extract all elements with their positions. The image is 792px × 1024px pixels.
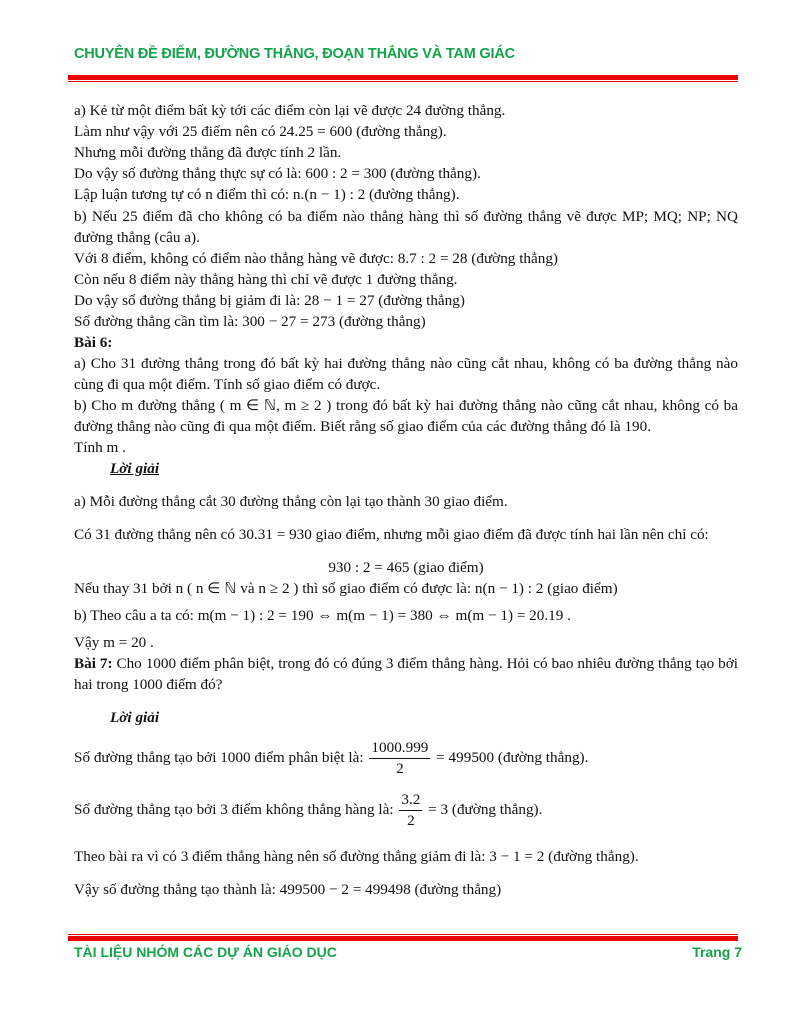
text-line: Do vậy số đường thẳng thực sự có là: 600 : 2 = 300 (đường thẳng).: [74, 165, 481, 182]
problem-text: Cho 1000 điểm phân biệt, trong đó có đúng 3 điểm thẳng hàng. Hỏi có bao nhiêu đường thẳng tạo bởi hai trong 1000 điểm đó?: [74, 655, 738, 693]
header-title: CHUYÊN ĐỀ ĐIỂM, ĐƯỜNG THẲNG, ĐOẠN THẲNG VÀ TAM GIÁC: [74, 46, 515, 62]
page-number: Trang 7: [692, 944, 742, 960]
footer-rule: [68, 934, 738, 941]
text-line: Do vậy số đường thẳng bị giảm đi là: 28 − 1 = 27 (đường thẳng): [74, 292, 465, 309]
fraction: $\frac{3.2}{2}$: [401, 791, 421, 830]
exercise-7: [74, 653, 738, 900]
exercise-title: Bài 7:: [74, 655, 113, 672]
text-line: Nếu thay 31 bởi n ( n ∈ ℕ và n ≥ 2 ) thì số giao điểm có được là: n(n − 1) : 2 (giao điểm): [74, 580, 618, 597]
solution-heading: [74, 458, 738, 479]
problem-part-b: b) Cho m đường thẳng ( m ∈ ℕ, m ≥ 2 ) trong đó bất kỳ hai đường thẳng nào cũng cắt nhau, không có ba đường thẳng nào cũng đi qua một điểm. Biết rằng số giao điểm của các đường thẳng đó là 190.: [74, 397, 738, 435]
equation-line: [74, 734, 738, 782]
document-body: [74, 100, 738, 900]
text-line: Theo bài ra vì có 3 điểm thẳng hàng nên số đường thẳng giảm đi là: 3 − 1 = 2 (đường thẳng).: [74, 848, 639, 865]
footer-title: TÀI LIỆU NHÓM CÁC DỰ ÁN GIÁO DỤC: [74, 944, 337, 960]
text-line: Có 31 đường thẳng nên có 30.31 = 930 giao điểm, nhưng mỗi giao điểm đã được tính hai lần nên chỉ có:: [74, 526, 709, 543]
text-prefix: Số đường thẳng tạo bởi 1000 điểm phân biệt là:: [74, 749, 364, 766]
text-line: Còn nếu 8 điểm này thẳng hàng thì chỉ vẽ được 1 đường thẳng.: [74, 271, 458, 288]
text-line: Lập luận tương tự có n điểm thì có: n.(n − 1) : 2 (đường thẳng).: [74, 186, 460, 203]
text-line: b) Nếu 25 điểm đã cho không có ba điểm nào thẳng hàng thì số đường thẳng vẽ được MP; MQ; NP; NQ đường thẳng (câu a).: [74, 208, 738, 246]
exercise-6: [74, 332, 738, 653]
exercise-title: Bài 6:: [74, 334, 113, 351]
fraction: $\frac{1000.999}{2}$: [371, 739, 429, 778]
text-suffix: = 3 (đường thẳng).: [428, 801, 543, 818]
solution-label: Lời giải: [110, 709, 160, 726]
text-line: a) Mỗi đường thẳng cắt 30 đường thẳng còn lại tạo thành 30 giao điểm.: [74, 493, 508, 510]
text-line: a) Kẻ từ một điểm bất kỳ tới các điểm còn lại vẽ được 24 đường thẳng.: [74, 102, 506, 119]
problem-part-a: a) Cho 31 đường thẳng trong đó bất kỳ hai đường thẳng nào cũng cắt nhau, không có ba đường thẳng nào cùng đi qua một điểm. Tính số giao điểm có được.: [74, 355, 738, 393]
text-line: Với 8 điểm, không có điểm nào thẳng hàng vẽ được: 8.7 : 2 = 28 (đường thẳng): [74, 250, 558, 267]
equation-centered: 930 : 2 = 465 (giao điểm): [328, 559, 484, 576]
text-line: Nhưng mỗi đường thẳng đã được tính 2 lần.: [74, 144, 342, 161]
text-line: Số đường thẳng cần tìm là: 300 − 27 = 273 (đường thẳng): [74, 313, 426, 330]
text-suffix: = 499500 (đường thẳng).: [436, 749, 589, 766]
text-line: Làm như vậy với 25 điểm nên có 24.25 = 600 (đường thẳng).: [74, 123, 447, 140]
exercise-7-problem: [74, 653, 738, 695]
text-prefix: Số đường thẳng tạo bởi 3 điểm không thẳng hàng là:: [74, 801, 394, 818]
text-line: b) Theo câu a ta có: m(m − 1) : 2 = 190 ⇔ m(m − 1) = 380 ⇔ m(m − 1) = 20.19 .: [74, 607, 571, 624]
header-rule: [68, 75, 738, 82]
solution-label: Lời giải: [110, 460, 160, 477]
equation-line: [74, 786, 738, 834]
previous-solution: [74, 100, 738, 332]
text-line: Tính m .: [74, 439, 126, 456]
text-line: Vậy m = 20 .: [74, 634, 154, 651]
text-line: Vậy số đường thẳng tạo thành là: 499500 − 2 = 499498 (đường thẳng): [74, 881, 502, 898]
